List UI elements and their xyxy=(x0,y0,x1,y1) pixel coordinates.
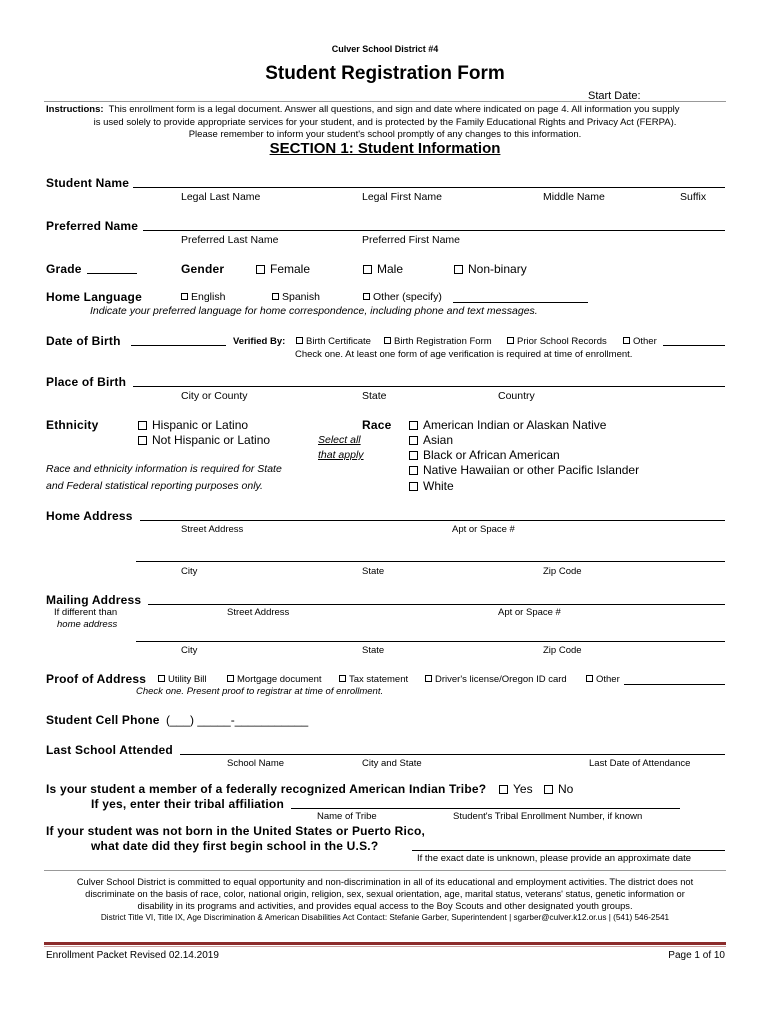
home-street-label: Street Address xyxy=(181,524,244,535)
gender-nonbinary-option[interactable]: Non-binary xyxy=(454,262,527,276)
language-english-option[interactable]: English xyxy=(181,291,225,303)
checkbox-icon[interactable] xyxy=(296,337,303,344)
race-american-indian-option[interactable]: American Indian or Alaskan Native xyxy=(409,418,606,432)
us-school-line1: If your student was not born in the United States or Puerto Rico, xyxy=(46,824,426,838)
home-address-label: Home Address xyxy=(46,509,133,523)
checkbox-icon[interactable] xyxy=(586,675,593,682)
home-city-label: City xyxy=(181,566,198,577)
race-select-all-1: Select all xyxy=(318,434,361,446)
instructions-line2: is used solely to provide appropriate services for your student, and is protected by the Family Educational Rights and Privacy Act (FERPA). xyxy=(93,117,677,128)
legal-last-name-label: Legal Last Name xyxy=(181,191,261,203)
district-name: Culver School District #4 xyxy=(331,44,439,54)
dob-input[interactable] xyxy=(131,345,226,346)
checkbox-icon[interactable] xyxy=(409,421,418,430)
pob-city-label: City or County xyxy=(181,390,248,402)
checkbox-icon[interactable] xyxy=(544,785,553,794)
place-of-birth-input[interactable] xyxy=(133,386,725,387)
checkbox-icon[interactable] xyxy=(339,675,346,682)
instructions-label: Instructions: xyxy=(46,104,104,115)
ethnicity-not-hispanic-option[interactable]: Not Hispanic or Latino xyxy=(138,433,270,447)
race-asian-option[interactable]: Asian xyxy=(409,433,453,447)
mailing-zip-label: Zip Code xyxy=(543,645,582,656)
school-city-label: City and State xyxy=(362,758,422,769)
instructions-line1 xyxy=(46,104,680,115)
last-school-input[interactable] xyxy=(180,754,725,755)
language-other-option[interactable]: Other (specify) xyxy=(363,291,442,303)
mailing-apt-label: Apt or Space # xyxy=(498,607,561,618)
proof-tax-option[interactable]: Tax statement xyxy=(339,674,408,685)
tribe-yes-option[interactable]: Yes xyxy=(499,782,533,796)
mailing-address-label: Mailing Address xyxy=(46,593,142,607)
tribe-affiliation-input[interactable] xyxy=(291,808,680,809)
verify-birth-certificate-option[interactable]: Birth Certificate xyxy=(296,336,371,347)
gender-male-option[interactable]: Male xyxy=(363,262,403,276)
tribe-affiliation-label: If yes, enter their tribal affiliation xyxy=(91,797,284,811)
proof-of-address-label: Proof of Address xyxy=(46,672,147,686)
checkbox-icon[interactable] xyxy=(256,265,265,274)
mailing-note1: If different than xyxy=(54,607,118,618)
language-other-input[interactable] xyxy=(453,302,588,303)
home-state-label: State xyxy=(362,566,385,577)
checkbox-icon[interactable] xyxy=(409,466,418,475)
start-date-label: Start Date: xyxy=(588,90,641,102)
checkbox-icon[interactable] xyxy=(227,675,234,682)
proof-license-option[interactable]: Driver's license/Oregon ID card xyxy=(425,674,567,685)
home-street-input[interactable] xyxy=(140,520,725,521)
verify-other-input[interactable] xyxy=(663,345,725,346)
ethnicity-note1: Race and ethnicity information is required for State xyxy=(46,463,282,475)
notice-rule xyxy=(44,870,726,871)
page-number: Page 1 of 10 xyxy=(668,950,725,961)
us-school-note: If the exact date is unknown, please provide an approximate date xyxy=(417,853,692,864)
ethnicity-label: Ethnicity xyxy=(46,418,99,432)
checkbox-icon[interactable] xyxy=(409,436,418,445)
home-zip-label: Zip Code xyxy=(543,566,582,577)
us-school-date-input[interactable] xyxy=(412,850,725,851)
notice-line3: disability in its programs and activities, and provides equal access to the Boy Scouts and other designated youth groups. xyxy=(137,901,633,911)
last-date-label: Last Date of Attendance xyxy=(589,758,691,769)
checkbox-icon[interactable] xyxy=(272,293,279,300)
proof-note: Check one. Present proof to registrar at time of enrollment. xyxy=(136,686,384,697)
notice-line2: discriminate on the basis of race, color, national origin, religion, sex, sexual orientation, age, marital status, veterans' status, genetic information or xyxy=(85,889,685,899)
verify-other-option[interactable]: Other xyxy=(623,336,657,347)
verified-by-label: Verified By: xyxy=(233,336,286,347)
preferred-first-name-label: Preferred First Name xyxy=(362,234,461,246)
checkbox-icon[interactable] xyxy=(158,675,165,682)
school-name-label: School Name xyxy=(227,758,285,769)
page-title: Student Registration Form xyxy=(265,63,505,84)
preferred-name-input[interactable] xyxy=(143,230,725,231)
tribe-name-label: Name of Tribe xyxy=(317,811,377,822)
checkbox-icon[interactable] xyxy=(363,265,372,274)
tribe-no-option[interactable]: No xyxy=(544,782,573,796)
gender-female-option[interactable]: Female xyxy=(256,262,310,276)
home-apt-label: Apt or Space # xyxy=(452,524,515,535)
preferred-name-label: Preferred Name xyxy=(46,219,139,233)
cell-phone-input[interactable]: (___) _____-___________ xyxy=(166,713,309,727)
cell-phone-label: Student Cell Phone xyxy=(46,713,160,727)
checkbox-icon[interactable] xyxy=(363,293,370,300)
notice-line1: Culver School District is committed to equal opportunity and non-discrimination in all of its educational and employment activities. The district does not xyxy=(76,877,694,887)
grade-label: Grade xyxy=(46,262,82,276)
footer-rule xyxy=(44,942,726,945)
language-spanish-option[interactable]: Spanish xyxy=(272,291,320,303)
checkbox-icon[interactable] xyxy=(138,436,147,445)
pob-country-label: Country xyxy=(498,390,535,402)
instructions-text1: This enrollment form is a legal document. Answer all questions, and sign and date where indicated on page 4. All information you supply xyxy=(108,104,680,115)
footer-rule-thin xyxy=(44,946,726,947)
race-select-all-2: that apply xyxy=(318,449,364,461)
place-of-birth-label: Place of Birth xyxy=(46,375,127,389)
checkbox-icon[interactable] xyxy=(138,421,147,430)
mailing-street-label: Street Address xyxy=(227,607,290,618)
us-school-line2: what date did they first begin school in the U.S.? xyxy=(91,839,379,853)
legal-first-name-label: Legal First Name xyxy=(362,191,442,203)
race-label: Race xyxy=(362,418,392,432)
instructions-line3: Please remember to inform your student's school promptly of any changes to this information. xyxy=(188,129,582,140)
checkbox-icon[interactable] xyxy=(384,337,391,344)
race-black-option[interactable]: Black or African American xyxy=(409,448,560,462)
proof-other-option[interactable]: Other xyxy=(586,674,620,685)
last-school-label: Last School Attended xyxy=(46,743,173,757)
verify-prior-records-option[interactable]: Prior School Records xyxy=(507,336,607,347)
mailing-city-label: City xyxy=(181,645,198,656)
student-name-label: Student Name xyxy=(46,176,130,190)
dob-note: Check one. At least one form of age verification is required at time of enrollment. xyxy=(295,349,633,360)
header-rule xyxy=(44,101,726,102)
checkbox-icon[interactable] xyxy=(409,482,418,491)
verify-birth-registration-option[interactable]: Birth Registration Form xyxy=(384,336,492,347)
preferred-last-name-label: Preferred Last Name xyxy=(181,234,279,246)
checkbox-icon[interactable] xyxy=(507,337,514,344)
notice-line4: District Title VI, Title IX, Age Discrimination & American Disabilities Act Contact: Stefanie Garber, Superintendent | sgarber@culver.k12.or.us | (541) 546-2541 xyxy=(100,913,670,922)
checkbox-icon[interactable] xyxy=(425,675,432,682)
proof-mortgage-option[interactable]: Mortgage document xyxy=(227,674,322,685)
gender-label: Gender xyxy=(181,262,225,276)
tribe-number-label: Student's Tribal Enrollment Number, if known xyxy=(453,811,643,822)
tribe-question: Is your student a member of a federally recognized American Indian Tribe? xyxy=(46,782,487,796)
checkbox-icon[interactable] xyxy=(499,785,508,794)
mailing-state-label: State xyxy=(362,645,385,656)
home-language-label: Home Language xyxy=(46,290,142,304)
checkbox-icon[interactable] xyxy=(409,451,418,460)
race-pacific-islander-option[interactable]: Native Hawaiian or other Pacific Islander xyxy=(409,463,639,477)
ethnicity-note2: and Federal statistical reporting purposes only. xyxy=(46,480,263,492)
section1-title: SECTION 1: Student Information xyxy=(269,140,501,157)
mailing-note2: home address xyxy=(57,619,118,630)
ethnicity-hispanic-option[interactable]: Hispanic or Latino xyxy=(138,418,248,432)
middle-name-label: Middle Name xyxy=(543,191,605,203)
dob-label: Date of Birth xyxy=(46,334,121,348)
checkbox-icon[interactable] xyxy=(181,293,188,300)
checkbox-icon[interactable] xyxy=(623,337,630,344)
proof-utility-option[interactable]: Utility Bill xyxy=(158,674,207,685)
checkbox-icon[interactable] xyxy=(454,265,463,274)
pob-state-label: State xyxy=(362,390,387,402)
revised-date: Enrollment Packet Revised 02.14.2019 xyxy=(46,950,219,961)
mailing-street-input[interactable] xyxy=(148,604,725,605)
race-white-option[interactable]: White xyxy=(409,479,454,493)
home-city-input[interactable] xyxy=(136,561,725,562)
suffix-label: Suffix xyxy=(680,191,707,203)
proof-other-input[interactable] xyxy=(624,684,725,685)
student-name-input[interactable] xyxy=(133,187,725,188)
grade-input[interactable] xyxy=(87,273,137,274)
home-language-note: Indicate your preferred language for home correspondence, including phone and text messages. xyxy=(90,305,538,317)
mailing-city-input[interactable] xyxy=(136,641,725,642)
